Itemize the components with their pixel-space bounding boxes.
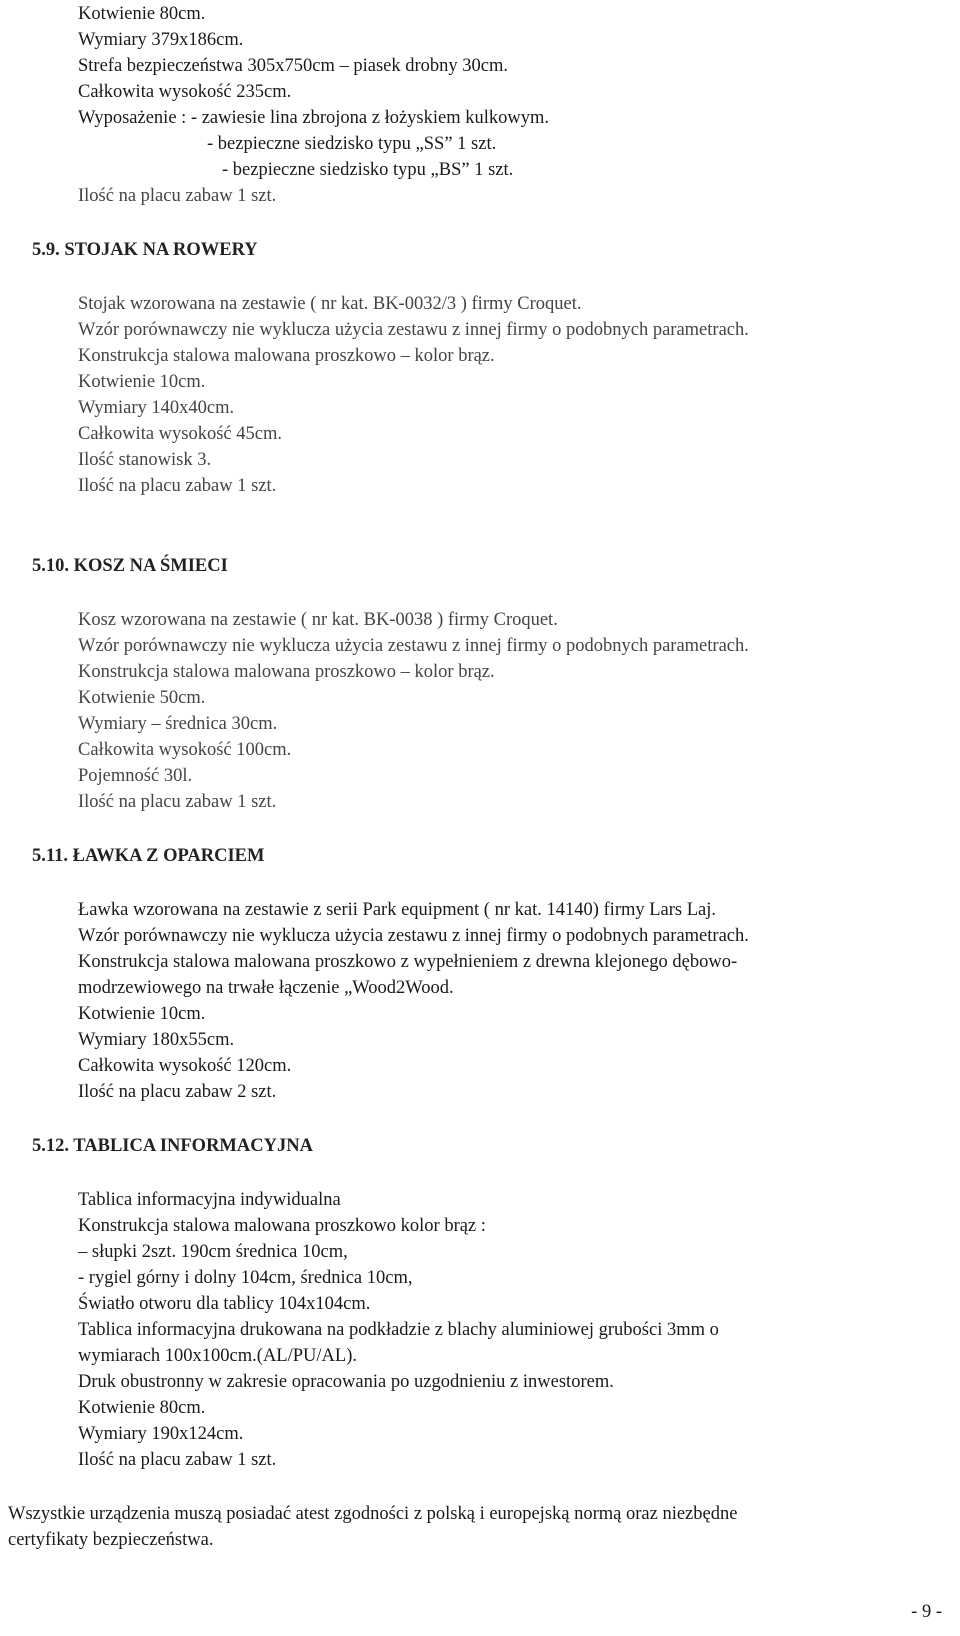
section-line: Kotwienie 10cm. (78, 372, 206, 392)
section-line: Ilość na placu zabaw 1 szt. (78, 1450, 277, 1470)
section-line: wymiarach 100x100cm.(AL/PU/AL). (78, 1346, 357, 1366)
section-line: Kotwienie 10cm. (78, 1004, 206, 1024)
intro-line: - bezpieczne siedzisko typu „BS” 1 szt. (222, 160, 514, 180)
section-line: Całkowita wysokość 45cm. (78, 424, 282, 444)
section-line: Stojak wzorowana na zestawie ( nr kat. BK-0032/3 ) firmy Croquet. (78, 294, 582, 314)
section-line: - rygiel górny i dolny 104cm, średnica 10cm, (78, 1268, 413, 1288)
section-line: Wzór porównawczy nie wyklucza użycia zestawu z innej firmy o podobnych parametrach. (78, 926, 749, 946)
section-line: Konstrukcja stalowa malowana proszkowo – kolor brąz. (78, 346, 495, 366)
section-line: Wymiary 190x124cm. (78, 1424, 244, 1444)
intro-line: Całkowita wysokość 235cm. (78, 82, 292, 102)
section-line: Ilość stanowisk 3. (78, 450, 212, 470)
section-line: Wymiary – średnica 30cm. (78, 714, 278, 734)
section-line: Konstrukcja stalowa malowana proszkowo z wypełnieniem z drewna klejonego dębowo- (78, 952, 738, 972)
section-line: Ławka wzorowana na zestawie z serii Park equipment ( nr kat. 14140) firmy Lars Laj. (78, 900, 717, 920)
section-line: Wymiary 180x55cm. (78, 1030, 235, 1050)
section-heading-5-12: 5.12. TABLICA INFORMACYJNA (32, 1136, 313, 1156)
section-line: Konstrukcja stalowa malowana proszkowo – kolor brąz. (78, 662, 495, 682)
section-line: Tablica informacyjna indywidualna (78, 1190, 341, 1210)
intro-line: Strefa bezpieczeństwa 305x750cm – piasek drobny 30cm. (78, 56, 508, 76)
intro-line: Wymiary 379x186cm. (78, 30, 244, 50)
intro-line: Kotwienie 80cm. (78, 4, 206, 24)
section-line: Całkowita wysokość 120cm. (78, 1056, 292, 1076)
section-line: Ilość na placu zabaw 1 szt. (78, 476, 277, 496)
section-line: Pojemność 30l. (78, 766, 193, 786)
intro-line: Wyposażenie : - zawiesie lina zbrojona z łożyskiem kulkowym. (78, 108, 550, 128)
section-line: Ilość na placu zabaw 1 szt. (78, 792, 277, 812)
section-line: – słupki 2szt. 190cm średnica 10cm, (78, 1242, 348, 1262)
page-number: - 9 - (911, 1602, 942, 1622)
section-line: Kotwienie 50cm. (78, 688, 206, 708)
section-line: Wymiary 140x40cm. (78, 398, 235, 418)
section-line: Druk obustronny w zakresie opracowania po uzgodnieniu z inwestorem. (78, 1372, 614, 1392)
section-line: Tablica informacyjna drukowana na podkładzie z blachy aluminiowej grubości 3mm o (78, 1320, 719, 1340)
section-line: Ilość na placu zabaw 2 szt. (78, 1082, 277, 1102)
section-line: Światło otworu dla tablicy 104x104cm. (78, 1294, 371, 1314)
section-heading-5-11: 5.11. ŁAWKA Z OPARCIEM (32, 846, 265, 866)
section-line: Kosz wzorowana na zestawie ( nr kat. BK-0038 ) firmy Croquet. (78, 610, 558, 630)
closing-line: certyfikaty bezpieczeństwa. (8, 1530, 214, 1550)
section-line: Wzór porównawczy nie wyklucza użycia zestawu z innej firmy o podobnych parametrach. (78, 636, 749, 656)
section-line: Całkowita wysokość 100cm. (78, 740, 292, 760)
section-heading-5-10: 5.10. KOSZ NA ŚMIECI (32, 556, 228, 576)
section-line: Kotwienie 80cm. (78, 1398, 206, 1418)
closing-line: Wszystkie urządzenia muszą posiadać atest zgodności z polską i europejską normą oraz niezbędne (8, 1504, 738, 1524)
intro-line: Ilość na placu zabaw 1 szt. (78, 186, 277, 206)
intro-line: - bezpieczne siedzisko typu „SS” 1 szt. (207, 134, 497, 154)
section-line: modrzewiowego na trwałe łączenie „Wood2Wood. (78, 978, 454, 998)
section-line: Konstrukcja stalowa malowana proszkowo kolor brąz : (78, 1216, 486, 1236)
section-line: Wzór porównawczy nie wyklucza użycia zestawu z innej firmy o podobnych parametrach. (78, 320, 749, 340)
section-heading-5-9: 5.9. STOJAK NA ROWERY (32, 240, 258, 260)
